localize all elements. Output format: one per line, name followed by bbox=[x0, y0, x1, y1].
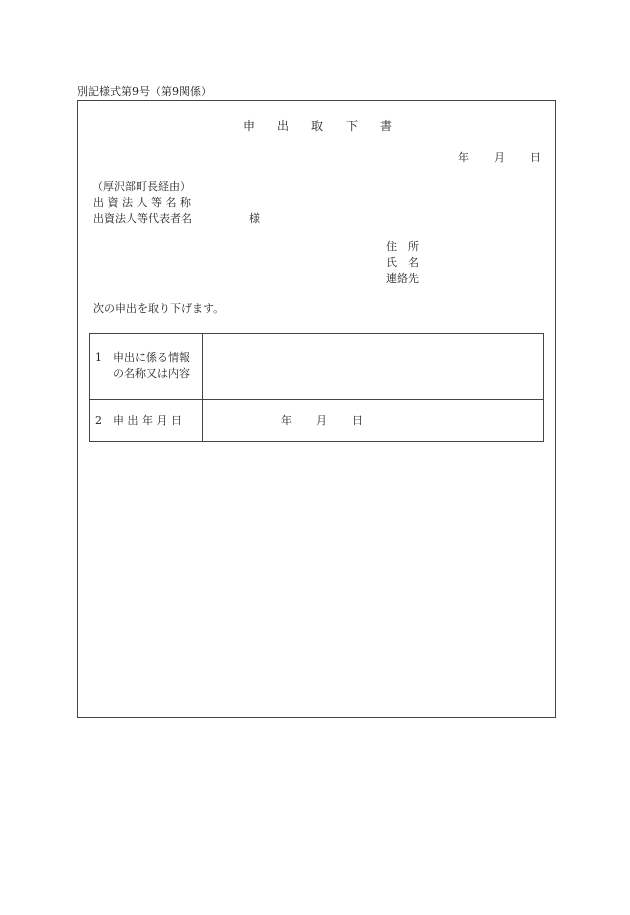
row1-value-cell[interactable] bbox=[204, 334, 542, 398]
withdrawal-statement: 次の申出を取り下げます。 bbox=[93, 302, 225, 315]
row1-label-line1: 1 申出に係る情報 bbox=[95, 351, 190, 364]
date-year-label: 年 bbox=[458, 151, 469, 164]
contact-label: 連絡先 bbox=[386, 272, 419, 285]
form-title-char-3: 取 bbox=[311, 119, 324, 133]
date-month-label: 月 bbox=[494, 151, 505, 164]
table-row-divider bbox=[90, 399, 543, 400]
row2-day-label: 日 bbox=[352, 414, 363, 427]
row2-year-label: 年 bbox=[281, 414, 292, 427]
info-table bbox=[89, 333, 544, 442]
name-label: 氏 名 bbox=[386, 256, 419, 269]
table-column-divider bbox=[202, 334, 203, 441]
address-label: 住 所 bbox=[386, 240, 419, 253]
org-name-label: 出 資 法 人 等 名 称 bbox=[93, 196, 191, 209]
row2-month-label: 月 bbox=[316, 414, 327, 427]
honorific-label: 様 bbox=[249, 212, 260, 225]
date-day-label: 日 bbox=[530, 151, 541, 164]
form-number-label: 別記様式第9号（第9関係） bbox=[77, 85, 212, 98]
rep-name-label: 出資法人等代表者名 bbox=[93, 212, 192, 225]
via-label: （厚沢部町長経由） bbox=[92, 180, 191, 193]
form-title-char-1: 申 bbox=[243, 119, 256, 133]
form-title-char-2: 出 bbox=[277, 119, 290, 133]
form-title-char-5: 書 bbox=[380, 119, 393, 133]
row1-label-line2: の名称又は内容 bbox=[113, 367, 190, 380]
row2-label: 2 申 出 年 月 日 bbox=[95, 414, 182, 427]
form-title-char-4: 下 bbox=[346, 119, 359, 133]
